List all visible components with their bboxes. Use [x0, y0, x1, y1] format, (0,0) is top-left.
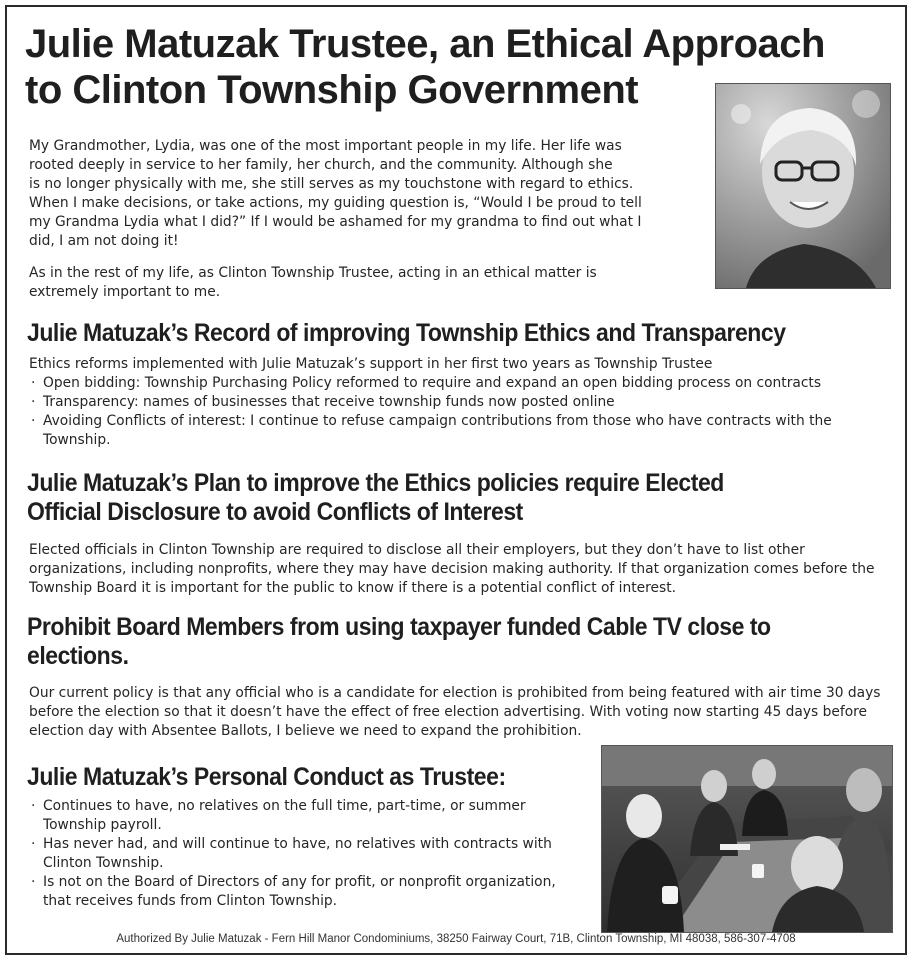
plan-heading-line-1: Julie Matuzak’s Plan to improve the Ethics policies require Elected: [27, 469, 724, 497]
record-heading: Julie Matuzak’s Record of improving Township Ethics and Transparency: [27, 319, 786, 347]
plan-heading: [27, 469, 724, 527]
record-list: [29, 374, 889, 450]
text-line: my Grandma Lydia what I did?” If I would be ashamed for my grandma to find out what I: [29, 214, 642, 230]
authorization-footer: Authorized By Julie Matuzak - Fern Hill Manor Condominiums, 38250 Fairway Court, 71B, Clinton Township, MI 48038, 586-307-4708: [116, 933, 796, 945]
cable-heading-line-2: elections.: [27, 642, 129, 670]
list-item: · Is not on the Board of Directors of any for profit, or nonprofit organization, that receives funds from Clinton Township.: [29, 873, 559, 911]
list-item: · Has never had, and will continue to have, no relatives with contracts with Clinton Township.: [29, 835, 559, 873]
text-line: When I make decisions, or take actions, my guiding question is, “Would I be proud to tell: [29, 195, 642, 211]
text-line: rooted deeply in service to her family, her church, and the community. Although she: [29, 157, 613, 173]
cable-text: Our current policy is that any official who is a candidate for election is prohibited from being featured with air time 30 days before the election so that it doesn’t have the effect of free election advertising. With voting now starting 45 days before election day with Absentee Ballots, I believe we need to expand the prohibition.: [29, 685, 881, 739]
title-line-1: Julie Matuzak Trustee, an Ethical Approach: [25, 22, 825, 66]
portrait-image: [716, 84, 890, 288]
cable-heading-line-1: Prohibit Board Members from using taxpayer funded Cable TV close to: [27, 613, 771, 641]
text-line: extremely important to me.: [29, 284, 221, 300]
text-line: did, I am not doing it!: [29, 233, 179, 249]
conduct-list: [29, 797, 559, 911]
text-line: My Grandmother, Lydia, was one of the most important people in my life. Her life was: [29, 138, 622, 154]
text-line: is no longer physically with me, she still serves as my touchstone with regard to ethics.: [29, 176, 634, 192]
list-item: · Avoiding Conflicts of interest: I continue to refuse campaign contributions from those who have contracts with the Township.: [29, 412, 889, 450]
plan-heading-line-2: Official Disclosure to avoid Conflicts of Interest: [27, 498, 523, 526]
group-meeting-photo: [601, 745, 893, 933]
candidate-portrait-photo: [715, 83, 891, 289]
list-item: · Transparency: names of businesses that receive township funds now posted online: [29, 393, 889, 412]
conduct-section: [29, 797, 559, 911]
intro-paragraph-1: [29, 137, 642, 251]
title-line-2: to Clinton Township Government: [25, 68, 639, 112]
record-section: [29, 355, 889, 450]
list-item: · Continues to have, no relatives on the full time, part-time, or summer Township payroll.: [29, 797, 559, 835]
intro-paragraph-2: [29, 264, 597, 302]
cable-heading: [27, 613, 771, 671]
text-line: As in the rest of my life, as Clinton Township Trustee, acting in an ethical matter is: [29, 265, 597, 281]
campaign-ad: [5, 5, 907, 955]
record-lead: Ethics reforms implemented with Julie Matuzak’s support in her first two years as Township Trustee: [29, 356, 713, 372]
list-item: · Open bidding: Township Purchasing Policy reformed to require and expand an open bidding process on contracts: [29, 374, 889, 393]
meeting-image: [602, 746, 892, 932]
plan-text: Elected officials in Clinton Township are required to disclose all their employers, but they don’t have to list other organizations, including nonprofits, where they may have decision making authority. If that organization comes before the Township Board it is important for the public to know if there is a potential conflict of interest.: [29, 542, 875, 596]
conduct-heading: Julie Matuzak’s Personal Conduct as Trustee:: [27, 763, 506, 791]
page-title: [25, 21, 825, 113]
